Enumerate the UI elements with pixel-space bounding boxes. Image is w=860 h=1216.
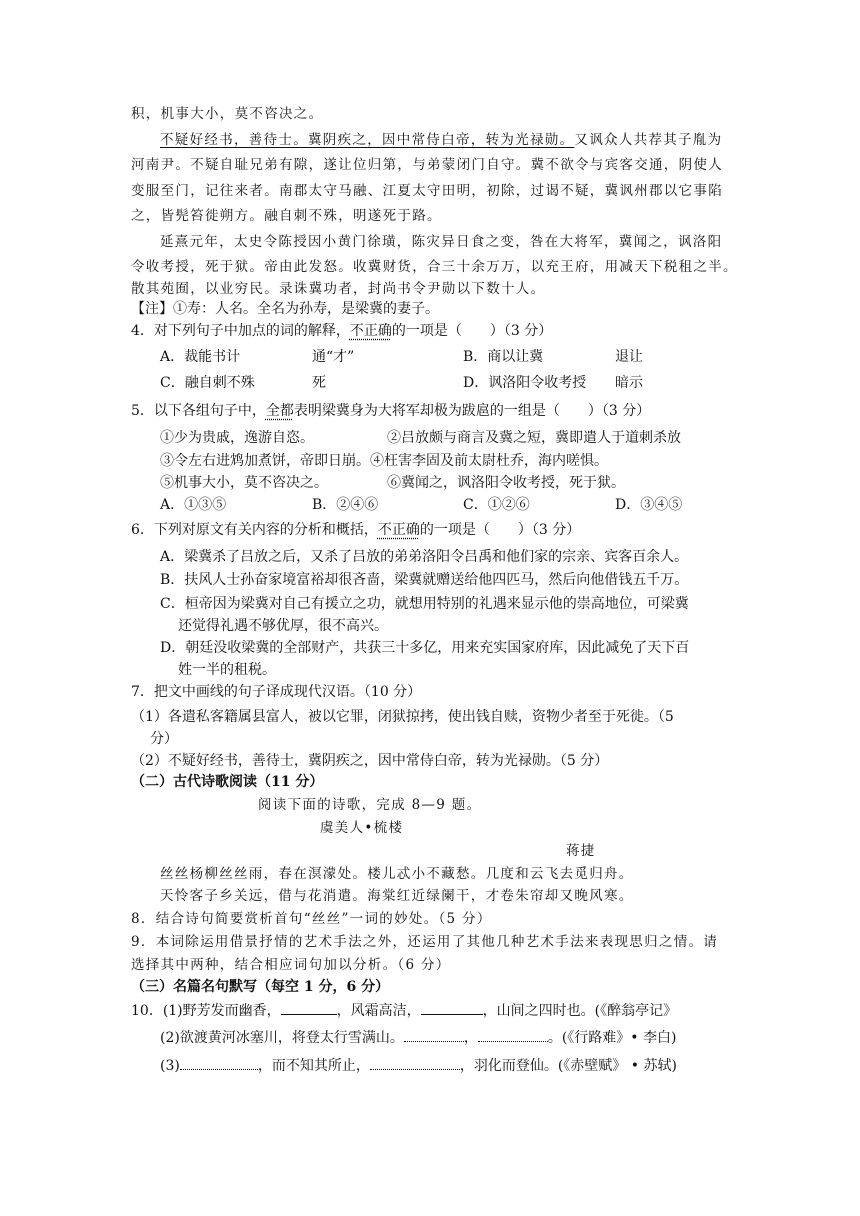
q10-2-text-c: 。(《行路难》• 李白) (547, 1030, 677, 1046)
q4-stem-a: 4．对下列句子中加点的词的解释， (131, 323, 350, 339)
q6-option-c-line1: C．桓帝因为梁冀对自己有援立之功，就想用特别的礼遇来显示他的崇高地位，可梁冀 (160, 596, 689, 612)
passage-line-3: 河南尹。不疑自耻兄弟有隙，遂让位归第，与弟蒙闭门自守。冀不欲令与宾客交通，阴使人 (131, 157, 723, 173)
q6-option-d-line1: D．朝廷没收梁冀的全部财产，共获三十多亿，用来充实国家府库，因此减免了天下百 (160, 640, 690, 656)
q4-emphasis: 不正确 (349, 323, 392, 339)
q6-option-a: A．梁冀杀了吕放之后，又杀了吕放的弟弟洛阳令吕禹和他们家的宗亲、宾客百余人。 (160, 549, 689, 565)
q6-stem-b: 的一项是（ ）（3 分） (419, 522, 581, 538)
q4-stem-b: 的一项是（ ）（3 分） (391, 323, 553, 339)
section-poetry-title: （二）古代诗歌阅读（11 分） (131, 774, 324, 790)
poem-line-1: 丝丝杨柳丝丝雨，春在溟濛处。楼儿忒小不藏愁。几度和云飞去觅归舟。 (160, 866, 634, 882)
q4-b-label: B． (463, 349, 488, 365)
q5-option-b: B．②④⑥ (312, 497, 379, 513)
annotation-note: 【注】①寿：人名。全名为孙寿，是梁冀的妻子。 (131, 301, 439, 317)
passage-line-1: 积，机事大小，莫不咨决之。 (131, 106, 324, 122)
q4-option-a (160, 347, 240, 367)
q5-emphasis: 全都 (265, 403, 294, 419)
section-dictation-title: （三）名篇名句默写（每空 1 分，6 分） (131, 979, 390, 995)
q4-a-text: 裁能书计 (184, 349, 241, 365)
q10-1-blank-2[interactable] (421, 1000, 483, 1015)
q10-1-text-b: ，风霜高洁， (336, 1003, 421, 1019)
q6-option-d-line2: 姓一半的租税。 (178, 662, 276, 678)
q4-stem (131, 321, 552, 341)
q6-option-c-line2: 还觉得礼遇不够优厚，很不高兴。 (178, 618, 388, 634)
q8-stem: 8．结合诗句简要赏析首句“丝丝”一词的妙处。（5 分） (131, 911, 492, 927)
poetry-intro: 阅读下面的诗歌，完成 8—9 题。 (258, 797, 482, 813)
q4-option-c (160, 373, 255, 393)
q10-1-blank-1[interactable] (281, 1000, 337, 1015)
q4-option-c-explanation: 死 (312, 375, 326, 391)
q5-option-d: D．③④⑤ (615, 497, 683, 513)
q10-line-3 (160, 1055, 677, 1076)
q5-item-3-4: ③令左右进鸩加煮饼，帝即日崩。④枉害李固及前太尉杜乔，海内嗟惧。 (160, 453, 608, 469)
q7-sentence-2: （2）不疑好经书，善待士，冀阴疾之，因中常侍白帝，转为光禄勋。（5 分） (131, 753, 609, 769)
q5-stem-a: 5．以下各组句子中， (131, 403, 266, 419)
q4-option-b-explanation: 退让 (615, 349, 643, 365)
q4-option-d-explanation: 暗示 (615, 375, 643, 391)
q7-stem: 7．把文中画线的句子译成现代汉语。（10 分） (131, 684, 422, 700)
passage-line-6: 延熹元年，太史令陈授因小黄门徐璜，陈灾异日食之变，咎在大将军，冀闻之，讽洛阳 (160, 234, 723, 250)
passage-line-4: 变服至门，记往来者。南郡太守马融、江夏太守田明，初除，过谒不疑，冀讽州郡以它事陷 (131, 183, 723, 199)
q5-stem-b: 表明梁冀身为大将军却极为跋扈的一组是（ ）（3 分） (293, 403, 651, 419)
q6-option-b: B．扶风人士孙奋家境富裕却很吝啬，梁冀就赠送给他四匹马，然后向他借钱五千万。 (160, 572, 689, 588)
q10-3-text-b: ，而不知其所止， (257, 1058, 370, 1074)
q10-2-blank-1[interactable] (404, 1027, 464, 1042)
q6-emphasis: 不正确 (377, 522, 420, 538)
q5-stem (131, 401, 650, 421)
q10-2-blank-2[interactable] (478, 1027, 548, 1042)
passage-line-7: 令收考授，死于狱。帝由此发怒。收冀财货，合三十余万万，以充王府，用减天下税租之半。 (131, 259, 738, 275)
q4-c-text: 融自刺不殊 (184, 375, 255, 391)
poem-title: 虞美人•梳楼 (320, 820, 404, 836)
underlined-sentence: 不疑好经书，善待士。冀阴疾之，因中常侍白帝，转为光禄勋。 (160, 132, 575, 148)
poem-line-2: 天怜客子乡关远，借与花消遣。海棠红近绿阑干，才卷朱帘却又晚风寒。 (160, 888, 634, 904)
q6-stem (131, 520, 580, 540)
q4-option-b (463, 347, 543, 367)
poem-author: 蒋捷 (566, 843, 596, 859)
q4-option-d (463, 373, 586, 393)
q10-2-text-b: ， (463, 1030, 478, 1046)
q5-item-5: ⑤机事大小，莫不咨决之。 (160, 475, 328, 491)
q6-stem-a: 6．下列对原文有关内容的分析和概括， (131, 522, 378, 538)
passage-line-2 (160, 130, 722, 150)
q5-option-a: A．①③⑤ (160, 497, 227, 513)
passage-line-5: 之，皆髡笞徙朔方。融自刺不殊，明遂死于路。 (131, 208, 442, 224)
q9-stem-line2: 选择其中两种，结合相应词句加以分析。（6 分） (131, 957, 451, 973)
q10-1-text-c: ，山间之四时也。(《醉翁亭记》 (482, 1003, 678, 1019)
q4-d-text: 讽洛阳令收考授 (488, 375, 587, 391)
q4-d-label: D． (463, 375, 489, 391)
q10-3-text-c: ，羽化而登仙。(《赤壁赋》 • 苏轼) (459, 1058, 677, 1074)
q7-sentence-1a: （1）各遣私客籍属县富人，被以它罪，闭狱掠拷，使出钱自赎，资物少者至于死徙。（5 (131, 709, 674, 725)
q5-item-6: ⑥冀闻之，讽洛阳令收考授，死于狱。 (387, 475, 625, 491)
q10-line-2 (160, 1027, 676, 1048)
q10-3-blank-2[interactable] (370, 1055, 460, 1070)
q4-a-label: A． (160, 349, 185, 365)
q10-2-text-a: (2)欲渡黄河冰塞川，将登太行雪满山。 (160, 1030, 404, 1046)
q10-1-text-a: 10．(1)野芳发而幽香， (131, 1003, 281, 1019)
q10-line-1 (131, 1000, 677, 1021)
q5-item-2: ②吕放颇与商言及冀之短，冀即遣人于道刺杀放 (387, 430, 681, 446)
q10-3-blank-1[interactable] (180, 1055, 258, 1070)
passage-line-8: 散其苑囿，以业穷民。录诛冀功者，封尚书令尹勋以下数十人。 (131, 281, 546, 297)
q9-stem-line1: 9．本词除运用借景抒情的艺术手法之外，还运用了其他几种艺术手法来表现思归之情。请 (131, 934, 719, 950)
q4-b-text: 商以让冀 (487, 349, 544, 365)
q4-option-a-explanation: 通“才” (312, 349, 355, 365)
passage-line-2-rest: 又讽众人共荐其子胤为 (574, 132, 723, 148)
q7-sentence-1b: 分） (150, 731, 178, 747)
q4-c-label: C． (160, 375, 185, 391)
q5-item-1: ①少为贵戚，逸游自恣。 (160, 430, 314, 446)
q10-3-text-a: (3) (160, 1058, 180, 1074)
q5-option-c: C．①②⑥ (463, 497, 530, 513)
